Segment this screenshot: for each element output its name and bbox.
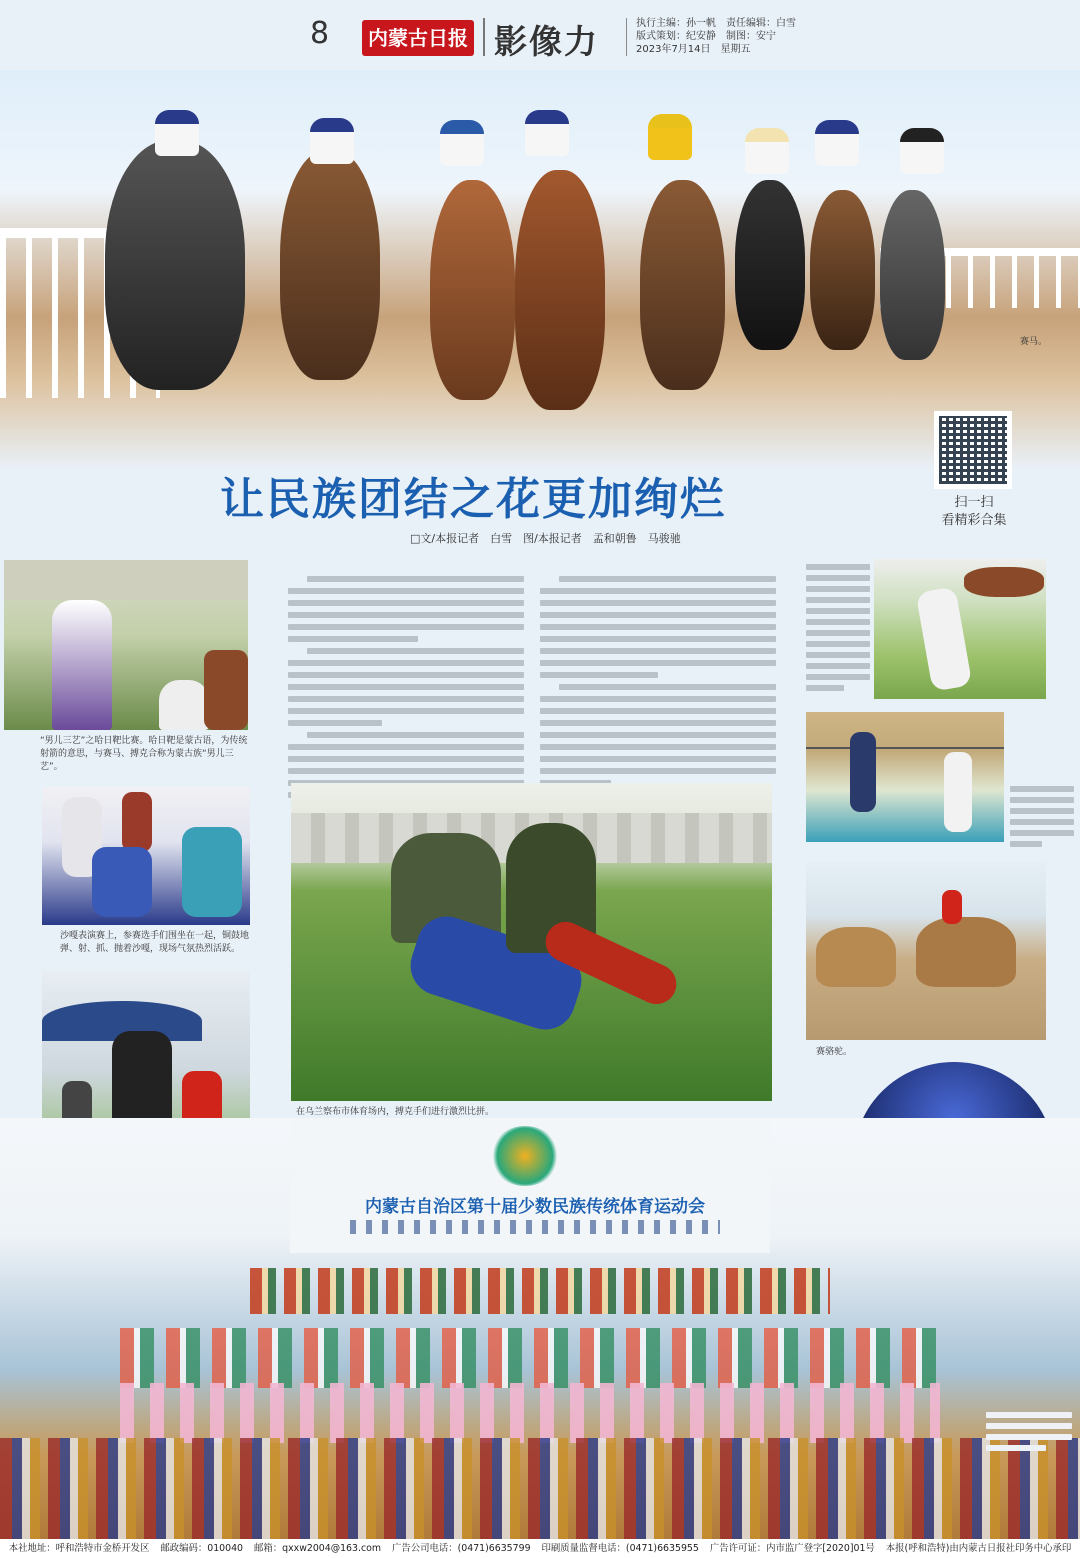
camel-race-photo [806, 862, 1046, 1040]
credits-line: 版式策划：纪安静 制图：安宁 [636, 31, 776, 42]
shagai-photo [42, 787, 250, 925]
footer-ad-phone: 广告公司电话：(0471)6635799 [391, 1543, 531, 1554]
photo-caption-placeholder [806, 564, 870, 691]
jockey [745, 128, 789, 174]
shuttlecock-photo [806, 712, 1004, 842]
newspaper-masthead: 内蒙古日报 [362, 20, 474, 56]
photo-caption: 赛骆驼。 [816, 1047, 853, 1057]
credits-line: 2023年7月14日 星期五 [636, 44, 751, 55]
footer-info [0, 1539, 1080, 1558]
byline: □文/本报记者 白雪 图/本报记者 孟和朝鲁 马骏驰 [410, 532, 681, 545]
horse [735, 180, 805, 350]
credits-divider [626, 18, 627, 56]
section-title: 影像力 [494, 22, 599, 61]
qr-caption-line: 看精彩合集 [941, 513, 1007, 528]
footer-postcode: 邮政编码：010040 [160, 1543, 244, 1554]
horse [105, 140, 245, 390]
horse [640, 180, 725, 390]
jockey [440, 120, 484, 166]
page-number: 8 [310, 16, 330, 51]
photo-caption: “男儿三艺”之哈日靶比赛。哈日靶是蒙古语，为传统射箭的意思，与赛马、搏克合称为蒙古族“男儿三艺”。 [40, 736, 248, 772]
jockey [310, 118, 354, 164]
martial-arts-photo [874, 559, 1046, 699]
credits-block [636, 17, 796, 56]
ceremony-banner-title: 内蒙古自治区第十届少数民族传统体育运动会 [365, 1197, 705, 1217]
hero-horse-race-photo [0, 70, 1080, 470]
footer-printer: 本报(呼和浩特)由内蒙古日报社印务中心承印 [885, 1543, 1072, 1554]
article-column-1 [288, 576, 524, 798]
qr-code[interactable] [934, 411, 1012, 489]
footer-ad-license: 广告许可证：内市监广登字[2020]01号 [709, 1543, 875, 1554]
wrestling-photo [291, 783, 772, 1101]
archery-photo [4, 560, 248, 730]
photo-caption: 在乌兰察布市体育场内，搏克手们进行激烈比拼。 [296, 1107, 495, 1117]
article-column-2 [540, 576, 776, 786]
masthead-divider [483, 18, 485, 56]
jockey [648, 114, 692, 160]
horse [515, 170, 605, 410]
footer-quality-phone: 印刷质量监督电话：(0471)6635955 [541, 1543, 699, 1554]
jockey [155, 110, 199, 156]
opening-ceremony-photo [0, 1118, 1080, 1539]
horse [810, 190, 875, 350]
qr-caption [928, 494, 1020, 530]
photo-caption: 沙嘎表演赛上，参赛选手们围坐在一起，铜鼓地弹、射、抓、抛着沙嘎，现场气氛热烈活跃。 [60, 931, 250, 954]
jockey [525, 110, 569, 156]
qr-caption-line: 扫一扫 [954, 495, 994, 510]
credits-line: 执行主编：孙一帆 责任编辑：白雪 [636, 18, 796, 29]
games-logo [490, 1126, 560, 1186]
headline: 让民族团结之花更加绚烂 [220, 474, 726, 525]
horse [880, 190, 945, 360]
jockey [900, 128, 944, 174]
footer-address: 本社地址：呼和浩特市金桥开发区 [8, 1543, 150, 1554]
photo-caption: 赛马。 [1020, 337, 1048, 347]
photo-caption-placeholder [1010, 786, 1074, 847]
jockey [815, 120, 859, 166]
horse [280, 150, 380, 380]
horse [430, 180, 515, 400]
footer-email: 邮箱：qxxw2004@163.com [254, 1543, 381, 1554]
photo-caption-placeholder [986, 1412, 1072, 1451]
